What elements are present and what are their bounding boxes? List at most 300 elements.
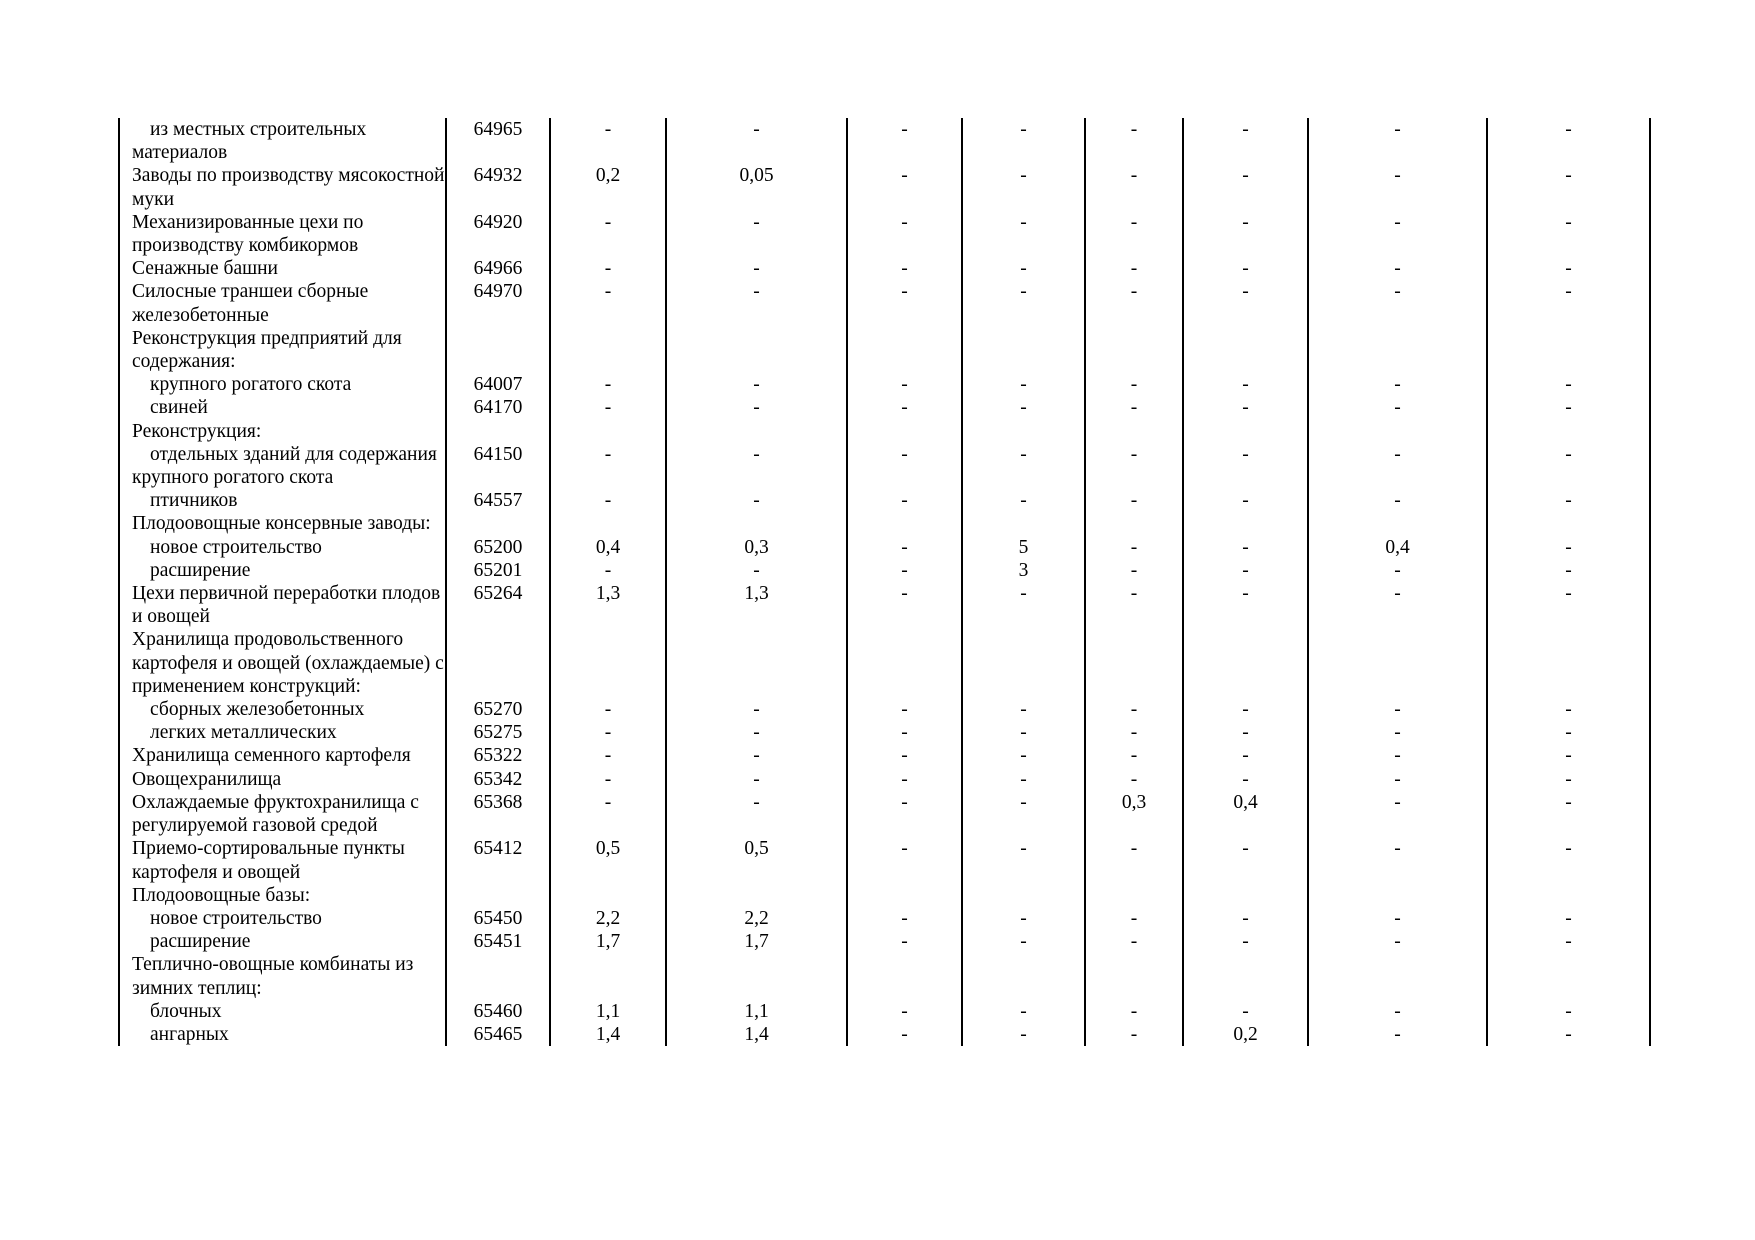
table-row — [119, 582, 1650, 628]
value-cell-5: - — [1085, 1000, 1183, 1023]
value-cell-1: 0,4 — [550, 536, 666, 559]
value-cell-8: - — [1487, 721, 1650, 744]
value-cell-6 — [1183, 953, 1308, 999]
value-cell-1 — [550, 884, 666, 907]
value-cell-5: - — [1085, 930, 1183, 953]
row-name: расширение — [150, 931, 251, 953]
value-cell-4: 5 — [962, 536, 1085, 559]
row-name: новое строительство — [150, 536, 322, 558]
value-cell-4: - — [962, 211, 1085, 257]
row-name: отдельных зданий для содержания крупного рогатого скота — [132, 443, 437, 489]
value-cell-2: - — [666, 257, 847, 280]
value-cell-3: - — [847, 536, 962, 559]
value-cell-8: - — [1487, 211, 1650, 257]
value-cell-5: - — [1085, 489, 1183, 512]
row-code — [446, 953, 550, 999]
value-cell-6: - — [1183, 211, 1308, 257]
value-cell-5 — [1085, 628, 1183, 698]
table-row — [119, 1023, 1650, 1046]
row-code: 64170 — [446, 396, 550, 419]
value-cell-2: - — [666, 744, 847, 767]
value-cell-5 — [1085, 512, 1183, 535]
row-code — [446, 512, 550, 535]
value-cell-7: - — [1308, 211, 1487, 257]
value-cell-5: - — [1085, 164, 1183, 210]
value-cell-7: - — [1308, 837, 1487, 883]
value-cell-7 — [1308, 628, 1487, 698]
value-cell-3 — [847, 884, 962, 907]
table-row — [119, 211, 1650, 257]
value-cell-5: - — [1085, 559, 1183, 582]
value-cell-4: - — [962, 1023, 1085, 1046]
value-cell-1: - — [550, 721, 666, 744]
row-name-cell — [119, 396, 446, 419]
value-cell-2: - — [666, 373, 847, 396]
value-cell-1: - — [550, 280, 666, 326]
value-cell-2 — [666, 512, 847, 535]
value-cell-7: - — [1308, 907, 1487, 930]
value-cell-2: 1,7 — [666, 930, 847, 953]
row-code — [446, 327, 550, 373]
row-name: новое строительство — [150, 907, 322, 929]
value-cell-6: - — [1183, 443, 1308, 489]
value-cell-8: - — [1487, 443, 1650, 489]
table-row — [119, 768, 1650, 791]
value-cell-5: - — [1085, 907, 1183, 930]
value-cell-8: - — [1487, 698, 1650, 721]
value-cell-7: - — [1308, 559, 1487, 582]
row-name: ангарных — [150, 1023, 229, 1045]
value-cell-3 — [847, 953, 962, 999]
value-cell-6: - — [1183, 721, 1308, 744]
row-code: 65412 — [446, 837, 550, 883]
value-cell-7 — [1308, 327, 1487, 373]
table-row — [119, 837, 1650, 883]
value-cell-6: - — [1183, 489, 1308, 512]
row-name-cell — [119, 489, 446, 512]
value-cell-1: - — [550, 257, 666, 280]
value-cell-3: - — [847, 1023, 962, 1046]
value-cell-4 — [962, 628, 1085, 698]
row-code: 65322 — [446, 744, 550, 767]
row-code: 65368 — [446, 791, 550, 837]
value-cell-7: - — [1308, 257, 1487, 280]
value-cell-4: - — [962, 396, 1085, 419]
row-name: Теплично-овощные комбинаты из зимних теплиц: — [132, 954, 414, 999]
value-cell-3: - — [847, 211, 962, 257]
row-name: блочных — [150, 1000, 222, 1022]
value-cell-7: - — [1308, 744, 1487, 767]
row-name-cell — [119, 628, 446, 698]
row-code: 65342 — [446, 768, 550, 791]
row-code: 64150 — [446, 443, 550, 489]
value-cell-7: - — [1308, 1000, 1487, 1023]
value-cell-3: - — [847, 721, 962, 744]
value-cell-6: - — [1183, 698, 1308, 721]
value-cell-4: 3 — [962, 559, 1085, 582]
value-cell-1: - — [550, 559, 666, 582]
value-cell-3: - — [847, 280, 962, 326]
table-row — [119, 907, 1650, 930]
value-cell-8: - — [1487, 118, 1650, 164]
value-cell-3: - — [847, 768, 962, 791]
value-cell-4: - — [962, 930, 1085, 953]
value-cell-3 — [847, 327, 962, 373]
table-row — [119, 280, 1650, 326]
value-cell-8 — [1487, 327, 1650, 373]
row-name-cell — [119, 164, 446, 210]
value-cell-8: - — [1487, 907, 1650, 930]
table-row — [119, 791, 1650, 837]
value-cell-4 — [962, 512, 1085, 535]
value-cell-4: - — [962, 280, 1085, 326]
value-cell-5: - — [1085, 582, 1183, 628]
value-cell-8: - — [1487, 373, 1650, 396]
value-cell-8: - — [1487, 744, 1650, 767]
value-cell-6: - — [1183, 768, 1308, 791]
row-code: 64966 — [446, 257, 550, 280]
value-cell-2: 1,3 — [666, 582, 847, 628]
value-cell-4: - — [962, 1000, 1085, 1023]
row-name-cell — [119, 373, 446, 396]
value-cell-3: - — [847, 396, 962, 419]
value-cell-6: - — [1183, 930, 1308, 953]
row-name: Реконструкция: — [132, 420, 262, 442]
value-cell-4: - — [962, 373, 1085, 396]
row-name-cell — [119, 953, 446, 999]
row-code: 64970 — [446, 280, 550, 326]
value-cell-8: - — [1487, 559, 1650, 582]
value-cell-6: 0,4 — [1183, 791, 1308, 837]
value-cell-2: - — [666, 280, 847, 326]
value-cell-3: - — [847, 791, 962, 837]
table-row — [119, 953, 1650, 999]
value-cell-6: - — [1183, 536, 1308, 559]
table-row — [119, 884, 1650, 907]
value-cell-6: - — [1183, 118, 1308, 164]
value-cell-1: 1,7 — [550, 930, 666, 953]
value-cell-3: - — [847, 443, 962, 489]
value-cell-7: - — [1308, 768, 1487, 791]
row-name-cell — [119, 512, 446, 535]
value-cell-7: - — [1308, 396, 1487, 419]
row-name-cell — [119, 1000, 446, 1023]
row-code — [446, 628, 550, 698]
value-cell-1 — [550, 327, 666, 373]
value-cell-7: - — [1308, 698, 1487, 721]
value-cell-7: - — [1308, 489, 1487, 512]
row-name: Плодоовощные консервные заводы: — [132, 513, 431, 535]
value-cell-5 — [1085, 884, 1183, 907]
value-cell-2 — [666, 420, 847, 443]
value-cell-1: 0,5 — [550, 837, 666, 883]
row-name: крупного рогатого скота — [150, 374, 352, 396]
value-cell-2 — [666, 884, 847, 907]
value-cell-8: - — [1487, 768, 1650, 791]
row-code: 65270 — [446, 698, 550, 721]
value-cell-4 — [962, 420, 1085, 443]
row-name-cell — [119, 443, 446, 489]
value-cell-7: - — [1308, 280, 1487, 326]
value-cell-7: - — [1308, 443, 1487, 489]
table-row — [119, 559, 1650, 582]
value-cell-2: - — [666, 791, 847, 837]
value-cell-2 — [666, 628, 847, 698]
value-cell-8: - — [1487, 930, 1650, 953]
row-name-cell — [119, 698, 446, 721]
value-cell-1: 1,1 — [550, 1000, 666, 1023]
row-name-cell — [119, 791, 446, 837]
value-cell-2: - — [666, 489, 847, 512]
value-cell-4: - — [962, 443, 1085, 489]
value-cell-1: - — [550, 396, 666, 419]
value-cell-1: - — [550, 744, 666, 767]
value-cell-6: 0,2 — [1183, 1023, 1308, 1046]
table-row — [119, 744, 1650, 767]
value-cell-1: 1,3 — [550, 582, 666, 628]
row-code — [446, 420, 550, 443]
value-cell-4: - — [962, 721, 1085, 744]
row-name: Приемо-сортировальные пункты картофеля и овощей — [132, 838, 405, 883]
value-cell-4 — [962, 953, 1085, 999]
row-code: 64007 — [446, 373, 550, 396]
table-row — [119, 512, 1650, 535]
value-cell-2: 0,3 — [666, 536, 847, 559]
value-cell-3: - — [847, 164, 962, 210]
value-cell-7: - — [1308, 721, 1487, 744]
row-name-cell — [119, 280, 446, 326]
table-row — [119, 930, 1650, 953]
value-cell-7: - — [1308, 164, 1487, 210]
row-name-cell — [119, 744, 446, 767]
value-cell-1: 0,2 — [550, 164, 666, 210]
value-cell-7 — [1308, 512, 1487, 535]
row-code: 65465 — [446, 1023, 550, 1046]
value-cell-8: - — [1487, 280, 1650, 326]
table-row — [119, 396, 1650, 419]
row-code: 65451 — [446, 930, 550, 953]
value-cell-3: - — [847, 582, 962, 628]
row-name-cell — [119, 721, 446, 744]
value-cell-4: - — [962, 164, 1085, 210]
row-code: 65275 — [446, 721, 550, 744]
row-name-cell — [119, 837, 446, 883]
value-cell-2: 0,05 — [666, 164, 847, 210]
value-cell-2: - — [666, 443, 847, 489]
value-cell-4: - — [962, 257, 1085, 280]
value-cell-4 — [962, 884, 1085, 907]
value-cell-8: - — [1487, 791, 1650, 837]
value-cell-4: - — [962, 791, 1085, 837]
value-cell-2: - — [666, 698, 847, 721]
table-row — [119, 420, 1650, 443]
value-cell-1: - — [550, 443, 666, 489]
row-name: Хранилища семенного картофеля — [132, 745, 411, 767]
value-cell-5: - — [1085, 396, 1183, 419]
row-code — [446, 884, 550, 907]
row-name: из местных строительных материалов — [132, 119, 367, 164]
row-code: 64557 — [446, 489, 550, 512]
table-row — [119, 721, 1650, 744]
value-cell-1: - — [550, 791, 666, 837]
value-cell-1: 1,4 — [550, 1023, 666, 1046]
table-row — [119, 698, 1650, 721]
value-cell-3: - — [847, 489, 962, 512]
value-cell-8: - — [1487, 257, 1650, 280]
value-cell-2: 0,5 — [666, 837, 847, 883]
value-cell-3: - — [847, 930, 962, 953]
value-cell-5: - — [1085, 373, 1183, 396]
row-code: 65200 — [446, 536, 550, 559]
row-name: сборных железобетонных — [150, 699, 365, 721]
value-cell-6 — [1183, 420, 1308, 443]
value-cell-4: - — [962, 907, 1085, 930]
table-row — [119, 443, 1650, 489]
value-cell-2: 1,4 — [666, 1023, 847, 1046]
value-cell-1 — [550, 512, 666, 535]
row-name: Охлаждаемые фруктохранилища с регулируемой газовой средой — [132, 791, 419, 837]
value-cell-6: - — [1183, 164, 1308, 210]
value-cell-8: - — [1487, 1023, 1650, 1046]
row-name: Цехи первичной переработки плодов и овощей — [132, 583, 441, 628]
value-cell-6 — [1183, 327, 1308, 373]
table-row — [119, 327, 1650, 373]
value-cell-4: - — [962, 744, 1085, 767]
value-cell-4: - — [962, 768, 1085, 791]
table-row — [119, 118, 1650, 164]
table-row — [119, 628, 1650, 698]
value-cell-1: - — [550, 768, 666, 791]
value-cell-2 — [666, 327, 847, 373]
value-cell-5: - — [1085, 721, 1183, 744]
row-code: 65460 — [446, 1000, 550, 1023]
value-cell-6: - — [1183, 837, 1308, 883]
value-cell-6 — [1183, 884, 1308, 907]
value-cell-2: - — [666, 396, 847, 419]
value-cell-7: - — [1308, 791, 1487, 837]
value-cell-2: - — [666, 721, 847, 744]
row-name-cell — [119, 559, 446, 582]
value-cell-4 — [962, 327, 1085, 373]
row-name-cell — [119, 118, 446, 164]
value-cell-6: - — [1183, 1000, 1308, 1023]
value-cell-1: - — [550, 373, 666, 396]
value-cell-8 — [1487, 628, 1650, 698]
value-cell-6 — [1183, 628, 1308, 698]
value-cell-3: - — [847, 907, 962, 930]
value-cell-5: - — [1085, 1023, 1183, 1046]
value-cell-7: - — [1308, 930, 1487, 953]
value-cell-5: - — [1085, 698, 1183, 721]
value-cell-5: - — [1085, 768, 1183, 791]
value-cell-5: - — [1085, 536, 1183, 559]
value-cell-6: - — [1183, 559, 1308, 582]
value-cell-5 — [1085, 953, 1183, 999]
value-cell-2 — [666, 953, 847, 999]
value-cell-4: - — [962, 118, 1085, 164]
row-name-cell — [119, 257, 446, 280]
value-cell-7: - — [1308, 1023, 1487, 1046]
value-cell-5: - — [1085, 257, 1183, 280]
value-cell-6: - — [1183, 907, 1308, 930]
value-cell-8 — [1487, 420, 1650, 443]
value-cell-5: 0,3 — [1085, 791, 1183, 837]
row-name: расширение — [150, 559, 251, 581]
value-cell-8 — [1487, 884, 1650, 907]
value-cell-6 — [1183, 512, 1308, 535]
table-row — [119, 536, 1650, 559]
value-cell-3: - — [847, 559, 962, 582]
row-name-cell — [119, 211, 446, 257]
value-cell-3: - — [847, 698, 962, 721]
value-cell-2: 2,2 — [666, 907, 847, 930]
table-row — [119, 1000, 1650, 1023]
row-name: Овощехранилища — [132, 768, 282, 790]
table-body — [119, 118, 1650, 1046]
value-cell-1 — [550, 628, 666, 698]
value-cell-6: - — [1183, 582, 1308, 628]
value-cell-3: - — [847, 257, 962, 280]
row-name-cell — [119, 420, 446, 443]
value-cell-5 — [1085, 420, 1183, 443]
value-cell-3: - — [847, 373, 962, 396]
data-table — [118, 118, 1651, 1046]
value-cell-6: - — [1183, 280, 1308, 326]
value-cell-2: - — [666, 559, 847, 582]
row-code: 65264 — [446, 582, 550, 628]
value-cell-8: - — [1487, 396, 1650, 419]
value-cell-1: - — [550, 489, 666, 512]
value-cell-6: - — [1183, 257, 1308, 280]
row-name: птичников — [150, 490, 238, 512]
value-cell-3: - — [847, 744, 962, 767]
row-name: Плодоовощные базы: — [132, 884, 311, 906]
value-cell-8 — [1487, 512, 1650, 535]
value-cell-3: - — [847, 1000, 962, 1023]
value-cell-8 — [1487, 953, 1650, 999]
value-cell-5: - — [1085, 443, 1183, 489]
value-cell-7: - — [1308, 118, 1487, 164]
row-name-cell — [119, 582, 446, 628]
value-cell-8: - — [1487, 1000, 1650, 1023]
value-cell-8: - — [1487, 837, 1650, 883]
value-cell-4: - — [962, 489, 1085, 512]
row-code: 64965 — [446, 118, 550, 164]
row-name-cell — [119, 884, 446, 907]
row-code: 65201 — [446, 559, 550, 582]
row-name-cell — [119, 536, 446, 559]
row-name-cell — [119, 930, 446, 953]
value-cell-7: 0,4 — [1308, 536, 1487, 559]
value-cell-1 — [550, 953, 666, 999]
value-cell-7: - — [1308, 582, 1487, 628]
value-cell-1: - — [550, 698, 666, 721]
value-cell-3: - — [847, 837, 962, 883]
value-cell-4: - — [962, 837, 1085, 883]
value-cell-4: - — [962, 698, 1085, 721]
value-cell-8: - — [1487, 582, 1650, 628]
row-name: Реконструкция предприятий для содержания: — [132, 327, 402, 373]
value-cell-5: - — [1085, 211, 1183, 257]
value-cell-2: - — [666, 211, 847, 257]
value-cell-7 — [1308, 420, 1487, 443]
row-name-cell — [119, 907, 446, 930]
value-cell-2: - — [666, 118, 847, 164]
table-row — [119, 257, 1650, 280]
value-cell-6: - — [1183, 744, 1308, 767]
value-cell-6: - — [1183, 396, 1308, 419]
row-code: 64920 — [446, 211, 550, 257]
